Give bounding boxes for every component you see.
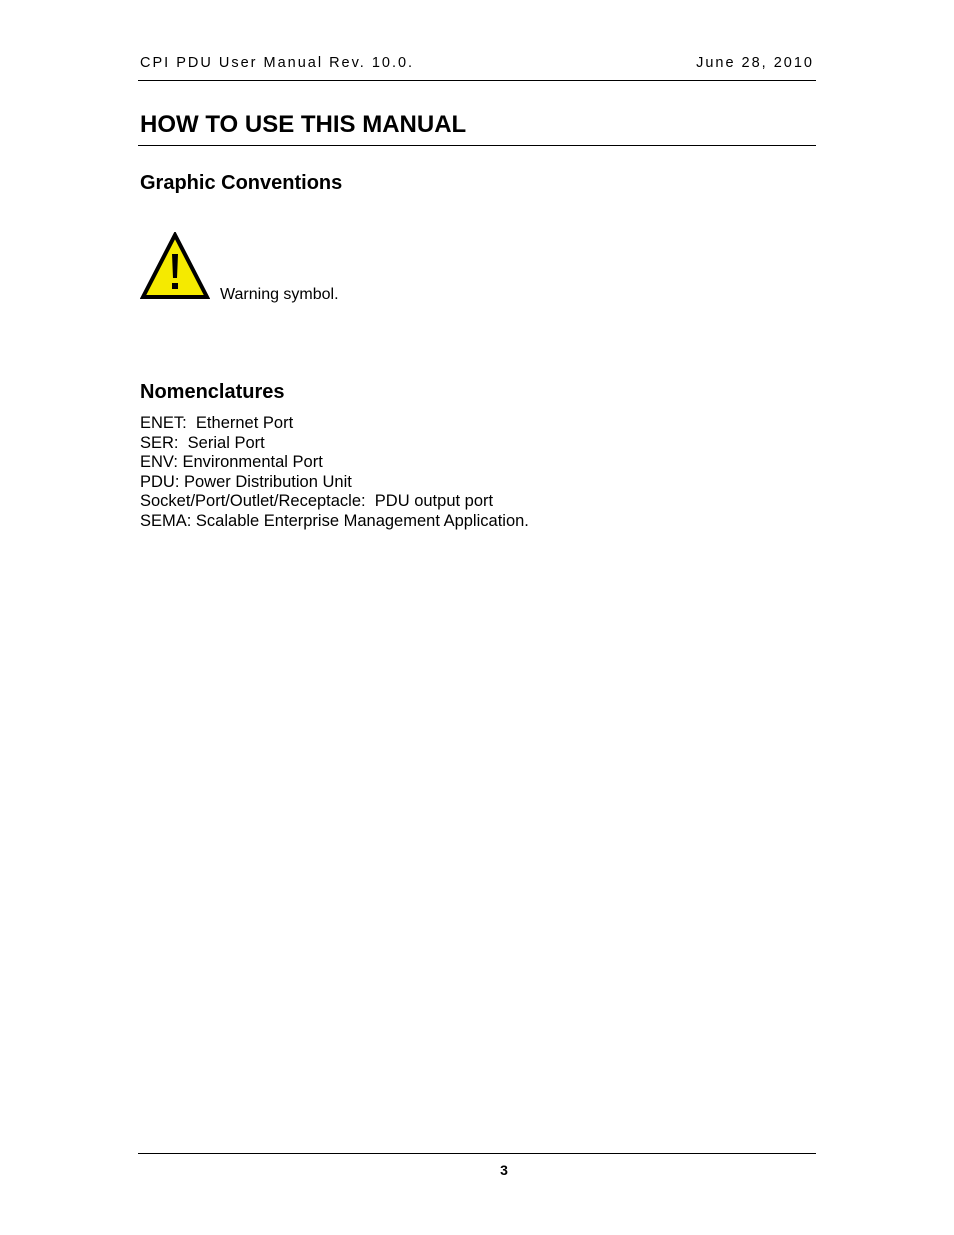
list-item: Socket/Port/Outlet/Receptacle: PDU output port: [140, 492, 494, 511]
graphic-conventions-heading: Graphic Conventions: [140, 172, 343, 194]
footer-rule: [138, 1153, 816, 1154]
list-item: ENV: Environmental Port: [140, 453, 323, 472]
nomenclatures-heading: Nomenclatures: [140, 381, 285, 403]
warning-caption: Warning symbol.: [220, 286, 339, 303]
section-title-rule: [138, 145, 816, 146]
page-number: 3: [500, 1162, 508, 1178]
page-header: [140, 55, 814, 71]
header-rule: [138, 80, 816, 81]
header-title: CPI PDU User Manual Rev. 10.0.: [140, 55, 415, 71]
header-date: June 28, 2010: [696, 55, 814, 71]
list-item: ENET: Ethernet Port: [140, 414, 294, 432]
section-title: HOW TO USE THIS MANUAL: [140, 111, 467, 138]
list-item: SER: Serial Port: [140, 433, 265, 452]
warning-triangle-icon: [140, 232, 210, 300]
list-item: PDU: Power Distribution Unit: [140, 472, 352, 491]
nomenclature-list: [140, 414, 529, 532]
list-item: SEMA: Scalable Enterprise Management Application.: [140, 511, 529, 530]
